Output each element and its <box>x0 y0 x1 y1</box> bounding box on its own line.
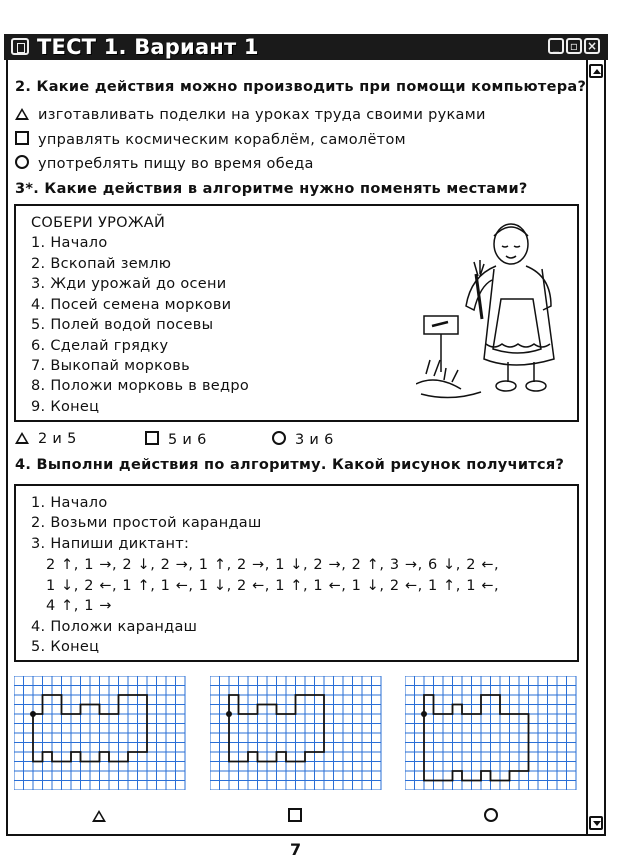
triangle-icon <box>15 432 29 444</box>
answer-grid-circle <box>405 676 577 790</box>
circle-icon <box>15 155 29 169</box>
square-icon <box>288 808 302 822</box>
restore-icon[interactable]: ▫ <box>566 38 582 54</box>
figure-outline <box>424 695 529 781</box>
q3-answer-triangle[interactable]: 2 и 5 <box>15 431 77 447</box>
q3-answer-circle[interactable]: 3 и 6 <box>272 431 334 448</box>
question-3: 3*. Какие действия в алгоритме нужно поменять местами? <box>15 181 528 197</box>
algorithm-step: 4. Посей семена моркови <box>31 297 232 313</box>
dictation-line: 1 ↓, 2 ←, 1 ↑, 1 ←, 1 ↓, 2 ←, 1 ↑, 1 ←, 1 ↓, 2 ←, 1 ↑, 1 ←, <box>46 578 500 594</box>
algorithm-step: 9. Конец <box>31 399 100 415</box>
question-2: 2. Какие действия можно производить при помощи компьютера? <box>15 79 587 95</box>
algorithm-box-harvest <box>14 204 579 422</box>
algorithm-step: 6. Сделай грядку <box>31 338 169 354</box>
algorithm-step: 1. Начало <box>31 495 108 511</box>
circle-icon <box>272 431 286 445</box>
page-number: 7 <box>290 840 302 859</box>
algorithm-step: 7. Выкопай морковь <box>31 358 191 374</box>
grandmother-illustration <box>416 214 576 414</box>
scroll-down-icon[interactable] <box>589 816 603 830</box>
grid-option-square[interactable] <box>288 806 311 825</box>
q2-option-circle[interactable]: употреблять пищу во время обеда <box>15 155 314 172</box>
start-point <box>226 711 232 717</box>
circle-icon <box>484 808 498 822</box>
triangle-icon <box>15 108 29 120</box>
algorithm-step: 3. Жди урожай до осени <box>31 276 227 292</box>
algorithm-step: 2. Вскопай землю <box>31 256 172 272</box>
algorithm-step: 4. Положи карандаш <box>31 619 198 635</box>
answer-grid-triangle <box>14 676 186 790</box>
algorithm-step: 8. Положи морковь в ведро <box>31 378 250 394</box>
grid-option-triangle[interactable] <box>92 806 115 825</box>
algorithm-box-dictation <box>14 484 579 662</box>
square-icon <box>15 131 29 145</box>
square-icon <box>145 431 159 445</box>
q3-answer-square[interactable]: 5 и 6 <box>145 431 207 448</box>
vertical-scrollbar[interactable] <box>586 60 604 834</box>
close-icon[interactable]: × <box>584 38 600 54</box>
document-icon[interactable] <box>11 38 29 55</box>
triangle-icon <box>92 810 106 822</box>
dictation-line: 2 ↑, 1 →, 2 ↓, 2 →, 1 ↑, 2 →, 1 ↓, 2 →, 2 ↑, 3 →, 6 ↓, 2 ←, <box>46 557 500 573</box>
algorithm-title: СОБЕРИ УРОЖАЙ <box>31 215 166 231</box>
question-4: 4. Выполни действия по алгоритму. Какой рисунок получится? <box>15 457 565 473</box>
grid-option-circle[interactable] <box>484 806 507 825</box>
dictation-line: 4 ↑, 1 → <box>46 598 112 614</box>
algorithm-step: 1. Начало <box>31 235 108 251</box>
q2-option-square[interactable]: управлять космическим кораблём, самолётом <box>15 131 406 148</box>
q2-option-triangle[interactable]: изготавливать поделки на уроках труда своими руками <box>15 107 486 123</box>
scroll-up-icon[interactable] <box>589 64 603 78</box>
window-titlebar <box>4 34 608 60</box>
window-title: ТЕСТ 1. Вариант 1 <box>37 35 259 59</box>
minimize-icon[interactable]: _ <box>548 38 564 54</box>
algorithm-step: 5. Конец <box>31 639 100 655</box>
answer-grid-square <box>210 676 382 790</box>
start-point <box>30 711 36 717</box>
algorithm-step: 3. Напиши диктант: <box>31 536 190 552</box>
start-point <box>421 711 427 717</box>
algorithm-step: 5. Полей водой посевы <box>31 317 214 333</box>
algorithm-step: 2. Возьми простой карандаш <box>31 515 262 531</box>
